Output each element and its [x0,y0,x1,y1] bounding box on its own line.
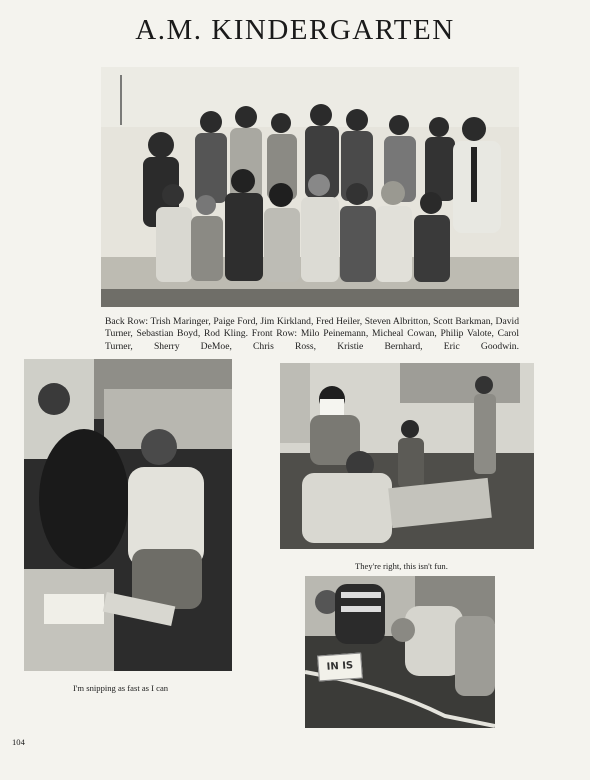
floor-activity-photo [305,576,495,728]
class-photo-caption: Back Row: Trish Maringer, Paige Ford, Jim Kirkland, Fred Heiler, Steven Albritton, Scott Barkman, David Turner, Sebastian Boyd, Rod Kling. Front Row: Milo Peinemann, Micheal Cowan, Philip Valote, Carol Turner, Sherry DeMoe, Chris Ross, Kristie Bernhard, Eric Goodwin. [105,316,519,352]
sign-card: IN IS [317,652,363,681]
page-title: A.M. KINDERGARTEN [135,14,455,46]
page-number: 104 [12,737,25,747]
class-group-photo [101,67,519,307]
not-fun-photo [280,363,534,549]
snipping-photo [24,359,232,671]
snipping-caption: I'm snipping as fast as I can [73,683,169,693]
not-fun-caption: They're right, this isn't fun. [355,561,448,571]
